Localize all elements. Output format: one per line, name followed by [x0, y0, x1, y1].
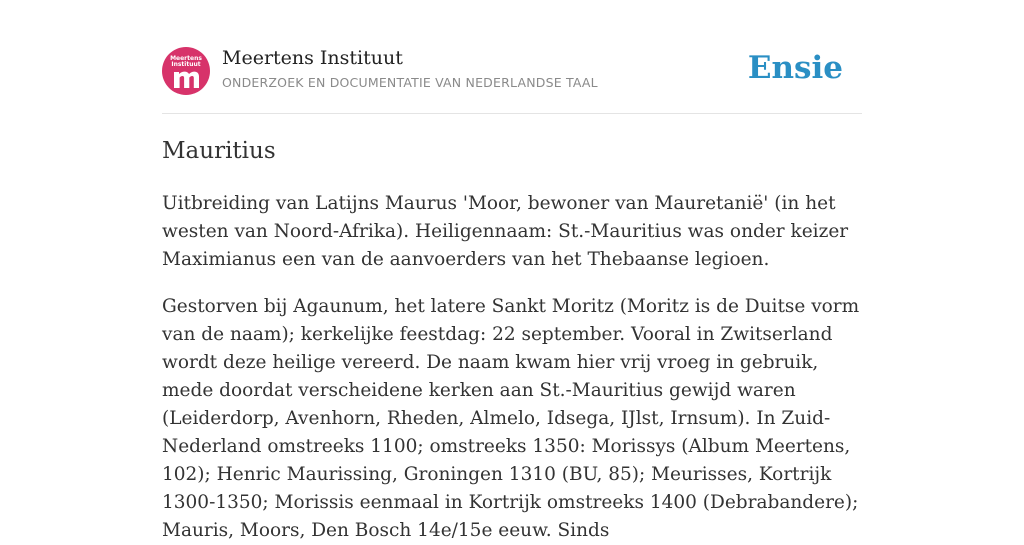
logo-text-line2: Instituut — [171, 61, 201, 68]
meertens-logo[interactable] — [162, 47, 210, 95]
ensie-brand-link[interactable]: Ensie — [747, 50, 843, 86]
site-header — [162, 46, 862, 96]
logo-text-line1: Meertens — [170, 55, 202, 62]
org-name[interactable]: Meertens Instituut — [222, 47, 403, 69]
article-title: Mauritius — [162, 138, 276, 164]
logo-m-icon — [172, 68, 200, 88]
article-paragraph: Uitbreiding van Latijns Maurus 'Moor, bewoner van Mauretanië' (in het westen van Noord-Afrika). Heiligennaam: St.-Mauritius was onder keizer Maximianus een van de aanvoerders van het Thebaanse legioen. — [162, 193, 849, 270]
header-divider — [162, 113, 862, 114]
article-paragraph: Gestorven bij Agaunum, het latere Sankt Moritz (Moritz is de Duitse vorm van de naam); kerkelijke feestdag: 22 september. Vooral in Zwitserland wordt deze heilige vereerd. De naam kwam hier vrij vroeg in gebruik, mede doordat verscheidene kerken aan St.-Mauritius gewijd waren (Leiderdorp, Avenhorn, Rheden, Almelo, Idsega, IJlst, Irnsum). In Zuid-Nederland omstreeks 1100; omstreeks 1350: Morissys (Album Meertens, 102); Henric Maurissing, Groningen 1310 (BU, 85); Meurisses, Kortrijk 1300-1350; Morissis eenmaal in Kortrijk omstreeks 1400 (Debrabandere); Mauris, Moors, Den Bosch 14e/15e eeuw. Sinds — [162, 296, 860, 541]
org-tagline: ONDERZOEK EN DOCUMENTATIE VAN NEDERLANDSE TAAL — [222, 75, 598, 90]
